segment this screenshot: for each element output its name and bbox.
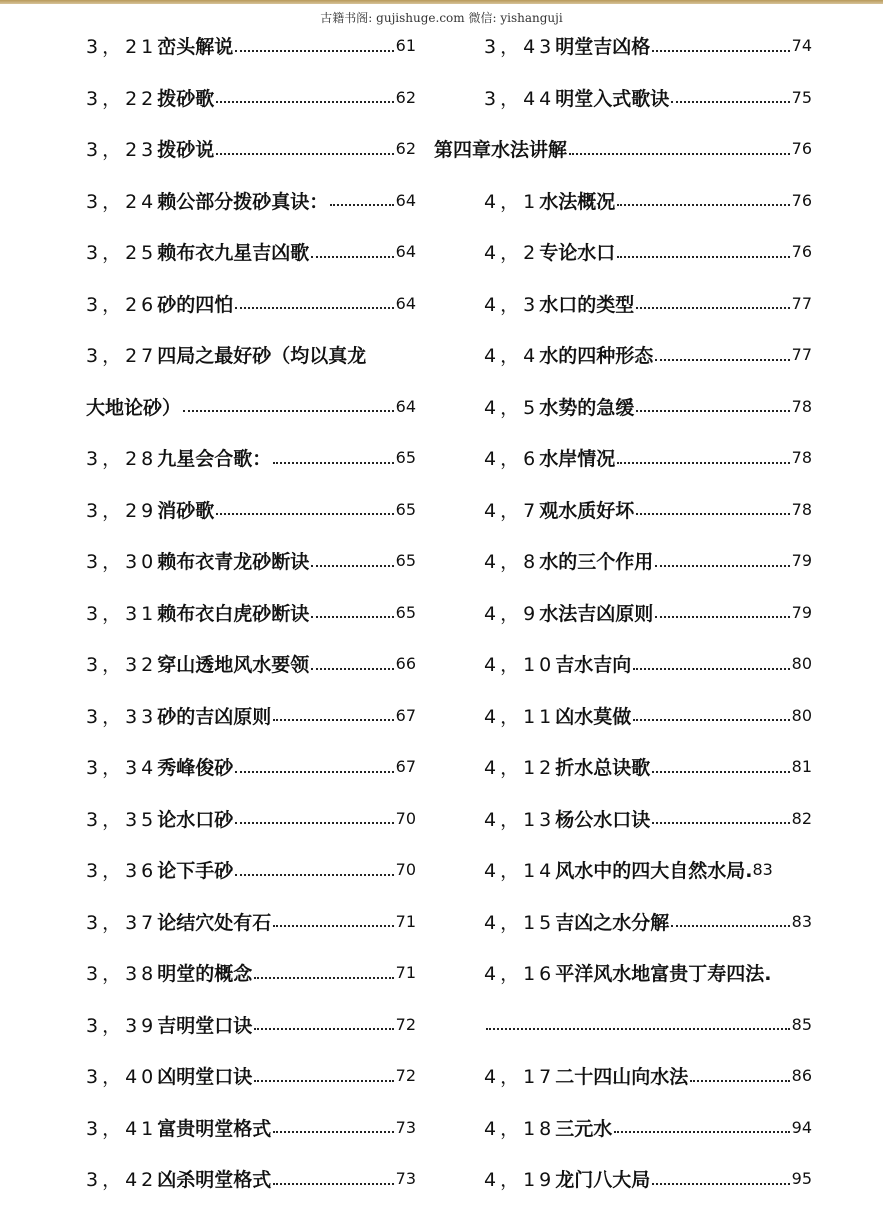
toc-page-number: 82 <box>791 808 812 828</box>
toc-leader-dots <box>652 1173 789 1185</box>
toc-page-number: 71 <box>395 963 416 983</box>
toc-entry-title: 杨公水口诀 <box>555 808 651 831</box>
toc-entry <box>434 690 812 742</box>
toc-page-number: 75 <box>791 87 812 107</box>
toc-entry-title: 砂的吉凶原则 <box>157 705 272 728</box>
toc-entry <box>86 278 416 330</box>
toc-entry-number: 4，4 <box>484 345 540 368</box>
toc-entry-number: 3，26 <box>86 293 158 316</box>
toc-entry-number: 3，35 <box>86 808 158 831</box>
toc-entry-title: 水口的类型 <box>539 293 635 316</box>
toc-leader-dots <box>254 1070 393 1082</box>
toc-entry <box>86 329 416 381</box>
toc-page-number: 77 <box>791 345 812 365</box>
toc-page-number: 65 <box>395 448 416 468</box>
toc-entry-number: 3，21 <box>86 36 158 59</box>
toc-entry-number: 4，2 <box>484 242 540 265</box>
toc-leader-dots <box>617 194 789 206</box>
toc-page-number: 81 <box>791 757 812 777</box>
toc-page-number: 73 <box>395 1169 416 1189</box>
toc-entry <box>434 587 812 639</box>
toc-leader-dots <box>617 246 789 258</box>
toc-entry <box>434 638 812 690</box>
toc-entry-title: 拨砂说 <box>157 139 215 162</box>
toc-entry <box>86 999 416 1051</box>
toc-entry <box>434 226 812 278</box>
toc-leader-dots <box>655 349 789 361</box>
toc-entry-title: 四局之最好砂（均以真龙 <box>157 345 367 368</box>
toc-leader-dots <box>636 297 789 309</box>
toc-entry-title: 赖布衣青龙砂断诀 <box>157 551 310 574</box>
toc-entry-number: 3，44 <box>484 87 556 110</box>
toc-leader-dots <box>655 555 789 567</box>
toc-leader-dots <box>636 503 789 515</box>
toc-entry-title: 水法吉凶原则 <box>539 602 654 625</box>
toc-entry-title: 风水中的四大自然水局. <box>555 860 753 883</box>
toc-page-number: 94 <box>791 1117 812 1137</box>
toc-entry-title: 明堂吉凶格 <box>555 36 651 59</box>
toc-entry <box>434 741 812 793</box>
toc-leader-dots <box>614 1121 789 1133</box>
toc-leader-dots <box>652 761 789 773</box>
toc-page-number: 64 <box>395 190 416 210</box>
toc-entry <box>434 1050 812 1102</box>
toc-leader-dots <box>183 400 394 412</box>
toc-entry <box>86 690 416 742</box>
toc-entry <box>86 587 416 639</box>
toc-page-number: 85 <box>791 1014 812 1034</box>
toc-entry <box>434 844 812 896</box>
toc-entry-number: 4，6 <box>484 448 540 471</box>
toc-entry-title: 消砂歌 <box>157 499 215 522</box>
toc-entry <box>434 947 812 999</box>
toc-page-number: 77 <box>791 293 812 313</box>
toc-leader-dots <box>216 503 393 515</box>
toc-entry-number: 3，43 <box>484 36 556 59</box>
toc-entry-number: 3，31 <box>86 602 158 625</box>
toc-page-number: 78 <box>791 499 812 519</box>
toc-entry-number: 4，8 <box>484 551 540 574</box>
toc-entry <box>434 432 812 484</box>
toc-leader-dots <box>235 297 393 309</box>
toc-entry-title: 水法概况 <box>539 190 616 213</box>
toc-entry-number: 3，27 <box>86 345 158 368</box>
toc-leader-dots <box>254 967 393 979</box>
toc-entry <box>86 20 416 72</box>
toc-entry-number: 3，28 <box>86 448 158 471</box>
toc-entry <box>434 20 812 72</box>
toc-entry-number: 3，42 <box>86 1169 158 1192</box>
toc-entry <box>86 638 416 690</box>
toc-page-number: 61 <box>395 36 416 56</box>
toc-entry-title: 二十四山向水法 <box>555 1066 689 1089</box>
toc-entry-number: 3，23 <box>86 139 158 162</box>
toc-entry <box>434 329 812 381</box>
toc-page-number: 76 <box>791 242 812 262</box>
toc-leader-dots <box>330 194 393 206</box>
toc-column-left <box>86 20 416 1205</box>
toc-entry-title: 水势的急缓 <box>539 396 635 419</box>
toc-entry <box>86 123 416 175</box>
toc-entry-number: 3，24 <box>86 190 158 213</box>
toc-leader-dots <box>216 143 393 155</box>
toc-entry <box>434 123 812 175</box>
toc-leader-dots <box>273 709 393 721</box>
toc-leader-dots <box>671 915 789 927</box>
toc-leader-dots <box>617 452 789 464</box>
toc-page-number: 79 <box>791 602 812 622</box>
toc-entry <box>86 1050 416 1102</box>
toc-leader-dots <box>216 91 393 103</box>
toc-entry-number: 4，13 <box>484 808 556 831</box>
toc-leader-dots <box>636 400 789 412</box>
toc-entry <box>434 484 812 536</box>
toc-leader-dots <box>311 658 393 670</box>
toc-entry-number: 4，1 <box>484 190 540 213</box>
toc-page-number: 78 <box>791 448 812 468</box>
toc-entry-number: 4，19 <box>484 1169 556 1192</box>
toc-leader-dots <box>235 864 393 876</box>
watermark-header: 古籍书阁: gujishuge.com 微信: yishanguji <box>320 11 563 25</box>
toc-leader-dots <box>655 606 789 618</box>
toc-entry-title: 凶杀明堂格式 <box>157 1169 272 1192</box>
toc-page-number: 86 <box>791 1066 812 1086</box>
toc-entry-title: 明堂的概念 <box>157 963 253 986</box>
toc-entry-number: 3，34 <box>86 757 158 780</box>
toc-entry-number: 4，3 <box>484 293 540 316</box>
toc-entry-title: 赖布衣九星吉凶歌 <box>157 242 310 265</box>
toc-page-number: 74 <box>791 36 812 56</box>
toc-entry-title: 大地论砂） <box>86 396 182 419</box>
toc-entry-title: 赖公部分拨砂真诀： <box>157 190 329 213</box>
toc-entry <box>434 381 812 433</box>
toc-page-number: 95 <box>791 1169 812 1189</box>
toc-entry-number: 4，11 <box>484 705 556 728</box>
toc-entry-number: 4，5 <box>484 396 540 419</box>
toc-entry-number: 4，17 <box>484 1066 556 1089</box>
toc-entry-number: 4，14 <box>484 860 556 883</box>
toc-leader-dots <box>311 246 393 258</box>
toc-page-number: 64 <box>395 242 416 262</box>
toc-entry-title: 吉水吉向 <box>555 654 632 677</box>
toc-entry-number: 3，39 <box>86 1014 158 1037</box>
toc-entry-title: 九星会合歌： <box>157 448 272 471</box>
toc-entry-number: 4，12 <box>484 757 556 780</box>
toc-entry <box>86 381 416 433</box>
toc-leader-dots <box>311 555 393 567</box>
toc-entry <box>434 999 812 1051</box>
toc-page-number: 65 <box>395 499 416 519</box>
toc-entry-title: 拨砂歌 <box>157 87 215 110</box>
toc-column-right <box>434 20 812 1205</box>
toc-entry-number: 4，15 <box>484 911 556 934</box>
toc-entry-number: 3，30 <box>86 551 158 574</box>
toc-page-number: 83 <box>752 860 773 880</box>
toc-page-number: 72 <box>395 1066 416 1086</box>
toc-leader-dots <box>652 812 789 824</box>
toc-entry-title: 龙门八大局 <box>555 1169 651 1192</box>
toc-page-number: 70 <box>395 860 416 880</box>
toc-page-number: 83 <box>791 911 812 931</box>
toc-entry-number: 3，25 <box>86 242 158 265</box>
toc-entry-title: 第四章水法讲解 <box>434 139 568 162</box>
toc-page-number: 80 <box>791 654 812 674</box>
toc-page-number: 76 <box>791 139 812 159</box>
toc-entry <box>434 175 812 227</box>
toc-entry <box>434 1153 812 1205</box>
toc-entry-title: 水的四种形态 <box>539 345 654 368</box>
toc-entry <box>86 947 416 999</box>
toc-leader-dots <box>254 1018 393 1030</box>
toc-entry-title: 吉明堂口诀 <box>157 1014 253 1037</box>
toc-entry-number: 3，37 <box>86 911 158 934</box>
toc-leader-dots <box>235 40 393 52</box>
toc-entry-title: 平洋风水地富贵丁寿四法. <box>555 963 772 986</box>
toc-leader-dots <box>273 915 393 927</box>
toc-entry-title: 砂的四怕 <box>157 293 234 316</box>
toc-entry <box>86 72 416 124</box>
toc-page-number: 65 <box>395 602 416 622</box>
toc-entry <box>434 72 812 124</box>
toc-leader-dots <box>671 91 789 103</box>
toc-entry-number: 3，41 <box>86 1117 158 1140</box>
toc-entry-number: 3，22 <box>86 87 158 110</box>
toc-entry <box>86 175 416 227</box>
toc-page-number: 78 <box>791 396 812 416</box>
toc-leader-dots <box>273 1173 393 1185</box>
toc-entry-number: 3，32 <box>86 654 158 677</box>
toc-entry-title: 吉凶之水分解 <box>555 911 670 934</box>
toc-entry-number: 4，9 <box>484 602 540 625</box>
toc-entry-number: 3，38 <box>86 963 158 986</box>
toc-leader-dots <box>690 1070 789 1082</box>
toc-page-number: 62 <box>395 87 416 107</box>
toc-entry-number: 3，36 <box>86 860 158 883</box>
toc-leader-dots <box>273 1121 393 1133</box>
toc-entry-number: 4，7 <box>484 499 540 522</box>
toc-entry-number: 4，18 <box>484 1117 556 1140</box>
toc-entry <box>86 844 416 896</box>
toc-entry <box>434 535 812 587</box>
toc-leader-dots <box>235 761 393 773</box>
toc-leader-dots <box>633 709 789 721</box>
toc-entry <box>434 793 812 845</box>
toc-entry <box>86 432 416 484</box>
toc-entry <box>86 896 416 948</box>
toc-entry-title: 水岸情况 <box>539 448 616 471</box>
toc-entry-title: 专论水口 <box>539 242 616 265</box>
toc-page-number: 72 <box>395 1014 416 1034</box>
toc-entry <box>86 793 416 845</box>
toc-entry-title: 穿山透地风水要领 <box>157 654 310 677</box>
toc-entry <box>86 484 416 536</box>
toc-entry <box>86 1153 416 1205</box>
toc-page-number: 67 <box>395 757 416 777</box>
toc-entry <box>434 278 812 330</box>
toc-leader-dots <box>486 1018 790 1030</box>
toc-entry-title: 秀峰俊砂 <box>157 757 234 780</box>
toc-page-number: 64 <box>395 293 416 313</box>
toc-entry-title: 三元水 <box>555 1117 613 1140</box>
toc-entry-number: 3，29 <box>86 499 158 522</box>
toc-entry-title: 峦头解说 <box>157 36 234 59</box>
toc-entry-title: 论下手砂 <box>157 860 234 883</box>
toc-page-number: 76 <box>791 190 812 210</box>
toc-entry-title: 水的三个作用 <box>539 551 654 574</box>
toc-page-number: 67 <box>395 705 416 725</box>
toc-page-number: 80 <box>791 705 812 725</box>
toc-entry-title: 凶明堂口诀 <box>157 1066 253 1089</box>
toc-entry-title: 观水质好坏 <box>539 499 635 522</box>
toc-entry-title: 赖布衣白虎砂断诀 <box>157 602 310 625</box>
toc-page-number: 64 <box>395 396 416 416</box>
toc-page-number: 66 <box>395 654 416 674</box>
toc-entry <box>86 535 416 587</box>
toc-page-number: 62 <box>395 139 416 159</box>
toc-leader-dots <box>633 658 789 670</box>
toc-leader-dots <box>273 452 393 464</box>
toc-entry-title: 富贵明堂格式 <box>157 1117 272 1140</box>
toc-page-number: 70 <box>395 808 416 828</box>
toc-page-number: 71 <box>395 911 416 931</box>
toc-entry <box>434 1102 812 1154</box>
toc-entry-title: 论水口砂 <box>157 808 234 831</box>
toc-entry <box>86 226 416 278</box>
toc-entry-title: 凶水莫做 <box>555 705 632 728</box>
toc-entry-title: 折水总诀歌 <box>555 757 651 780</box>
toc-leader-dots <box>311 606 393 618</box>
toc-leader-dots <box>652 40 789 52</box>
toc-entry-number: 4，16 <box>484 963 556 986</box>
toc-entry-title: 明堂入式歌诀 <box>555 87 670 110</box>
toc-entry-number: 3，40 <box>86 1066 158 1089</box>
toc-entry <box>434 896 812 948</box>
toc-entry <box>86 1102 416 1154</box>
top-border <box>0 0 883 4</box>
toc-leader-dots <box>235 812 393 824</box>
toc-page-number: 65 <box>395 551 416 571</box>
toc-page-number: 73 <box>395 1117 416 1137</box>
toc-leader-dots <box>569 143 790 155</box>
toc-entry-number: 3，33 <box>86 705 158 728</box>
toc-entry <box>86 741 416 793</box>
toc-page-number: 79 <box>791 551 812 571</box>
toc-entry-title: 论结穴处有石 <box>157 911 272 934</box>
toc-entry-number: 4，10 <box>484 654 556 677</box>
